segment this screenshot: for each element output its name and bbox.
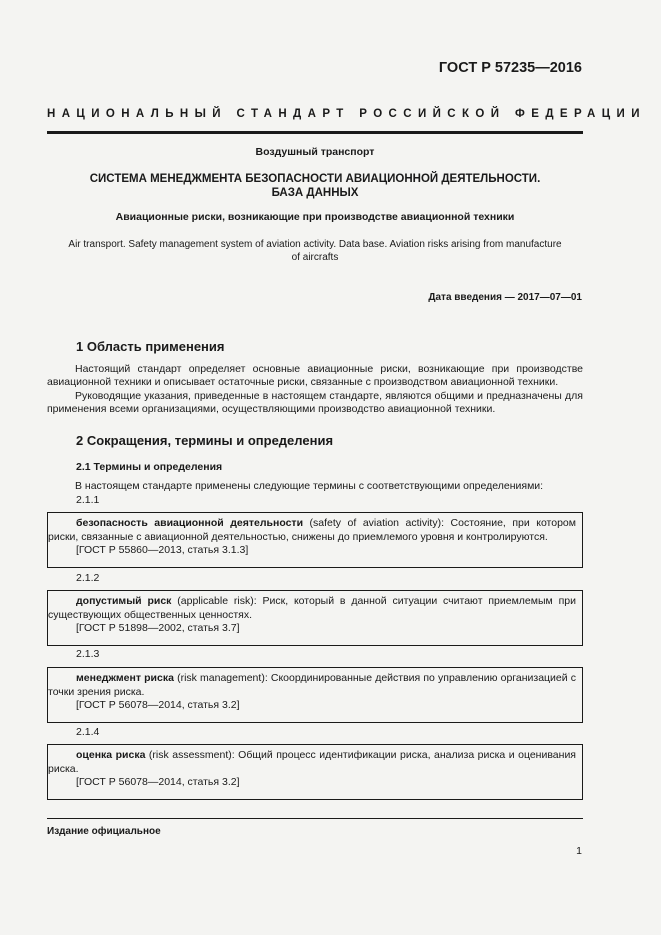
header-rule <box>47 131 583 134</box>
term-number: 2.1.3 <box>76 648 100 660</box>
term-definition <box>48 517 576 544</box>
standard-code: ГОСТ Р 57235—2016 <box>438 60 582 76</box>
term-name: допустимый риск <box>76 595 172 607</box>
term-definition-box <box>47 512 583 568</box>
term-text: Общий процесс идентификации риска, анализа риска и оценивания риска. <box>48 749 576 775</box>
national-standard-banner: НАЦИОНАЛЬНЫЙ СТАНДАРТ РОССИЙСКОЙ ФЕДЕРАЦИИ <box>47 108 646 120</box>
term-definition <box>48 749 576 776</box>
section-1-heading: 1 Область применения <box>76 339 225 354</box>
term-text: Скоординированные действия по управлению организацией с точки зрения риска. <box>48 672 577 698</box>
section-1-paragraph-2: Руководящие указания, приведенные в настоящем стандарте, являются общими и предназначены для применения всеми организациями, осуществляющими производство авиационной техники. <box>47 390 583 415</box>
introduction-date: Дата введения — 2017—07—01 <box>428 292 582 303</box>
document-subtitle: Авиационные риски, возникающие при производстве авиационной техники <box>115 211 515 223</box>
term-source: [ГОСТ Р 55860—2013, статья 3.1.3] <box>76 544 249 556</box>
term-definition <box>48 672 576 699</box>
document-title <box>47 172 583 200</box>
english-title: Air transport. Safety management system of aviation activity. Data base. Aviation risks arising from manufacture of aircrafts <box>68 239 562 263</box>
term-english: (applicable risk): <box>171 595 263 607</box>
page-number: 1 <box>576 845 582 857</box>
term-name: оценка риска <box>76 749 146 761</box>
section-1-paragraph-1: Настоящий стандарт определяет основные авиационные риски, возникающие при производстве авиационной техники и описывает остаточные риски, связанные с производством авиационной техники. <box>47 363 583 388</box>
term-source: [ГОСТ Р 56078—2014, статья 3.2] <box>76 699 240 711</box>
term-english: (risk management): <box>173 672 271 684</box>
term-source: [ГОСТ Р 56078—2014, статья 3.2] <box>76 776 240 788</box>
term-definition-box <box>47 590 583 646</box>
footer-rule <box>47 818 583 819</box>
subsection-2-1-heading: 2.1 Термины и определения <box>76 461 223 473</box>
term-english: (risk assessment): <box>145 749 239 761</box>
term-definition <box>48 595 576 622</box>
term-english: (safety of aviation activity): <box>303 517 451 529</box>
term-definition-box <box>47 744 583 800</box>
section-2-intro: В настоящем стандарте применены следующие термины с соответствующими определениями: <box>75 480 544 492</box>
title-line-1: СИСТЕМА МЕНЕДЖМЕНТА БЕЗОПАСНОСТИ АВИАЦИОННОЙ ДЕЯТЕЛЬНОСТИ. <box>89 173 541 185</box>
term-number: 2.1.4 <box>76 726 100 738</box>
term-text: Состояние, при котором риски, связанные с авиационной деятельностью, снижены до приемлемого уровня и контролируются. <box>48 517 576 543</box>
term-source: [ГОСТ Р 51898—2002, статья 3.7] <box>76 622 240 634</box>
section-2-heading: 2 Сокращения, термины и определения <box>76 433 334 448</box>
publication-name: Воздушный транспорт <box>255 146 375 158</box>
title-line-2: БАЗА ДАННЫХ <box>271 187 359 199</box>
edition-label: Издание официальное <box>47 826 161 837</box>
term-number: 2.1.1 <box>76 494 100 506</box>
term-text: Риск, который в данной ситуации считают приемлемым при существующих общественных ценностях. <box>48 595 576 621</box>
term-name: безопасность авиационной деятельности <box>76 517 304 529</box>
term-definition-box <box>47 667 583 723</box>
term-number: 2.1.2 <box>76 572 100 584</box>
term-name: менеджмент риска <box>76 672 174 684</box>
